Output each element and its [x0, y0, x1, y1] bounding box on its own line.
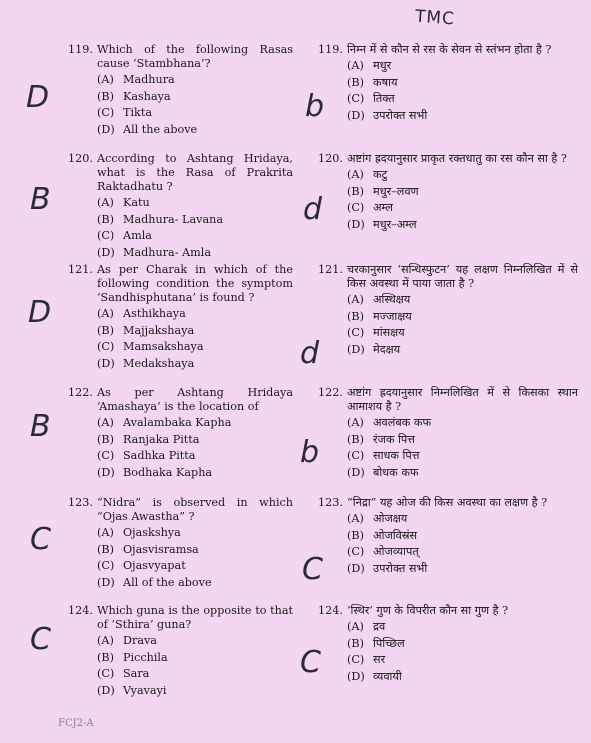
- option-label: (D): [97, 122, 115, 136]
- option-item: [97, 416, 293, 430]
- option-label: (A): [97, 526, 114, 540]
- option-item: [347, 545, 578, 559]
- option-text: अस्थिक्षय: [373, 293, 411, 307]
- option-text: तिक्त: [373, 92, 395, 106]
- option-text: Majjakshaya: [123, 323, 195, 337]
- option-label: (C): [97, 667, 115, 681]
- question-number: 119.: [68, 43, 93, 56]
- option-item: [347, 76, 578, 90]
- question-stem: [68, 386, 293, 414]
- question-stem: [68, 604, 293, 632]
- option-label: (C): [97, 106, 115, 120]
- handwritten-tag: TMC: [414, 6, 456, 30]
- question-text: चरकानुसार ‘सन्धिस्फुटन’ यह लक्षण निम्नलिखित में से किस अवस्था में पाया जाता है ?: [347, 263, 578, 290]
- handwritten-answer-mark: B: [30, 409, 51, 444]
- option-item: [347, 168, 578, 182]
- option-text: सर: [373, 653, 386, 667]
- option-label: (B): [347, 75, 364, 89]
- question-stem: [68, 263, 293, 305]
- option-label: (D): [347, 465, 365, 479]
- option-item: [347, 310, 578, 324]
- option-item: [97, 106, 293, 120]
- option-label: (A): [97, 307, 114, 321]
- question-number: 119.: [318, 43, 343, 56]
- option-label: (B): [347, 184, 364, 198]
- option-label: (A): [347, 416, 364, 430]
- option-text: व्यवायी: [373, 669, 402, 683]
- question-left-3: [68, 263, 293, 371]
- option-text: रंजक पित्त: [373, 432, 416, 446]
- option-text: Sadhka Pitta: [123, 449, 196, 463]
- option-label: (B): [347, 309, 364, 323]
- option-item: [97, 340, 293, 354]
- question-text: According to Ashtang Hridaya, what is the Rasa of Prakrita Raktadhatu ?: [97, 152, 293, 193]
- option-label: (D): [347, 669, 365, 683]
- option-text: Picchila: [123, 650, 168, 664]
- option-text: अवलंबक कफ: [373, 416, 432, 430]
- option-label: (D): [347, 561, 365, 575]
- option-text: साधक पित्त: [373, 449, 420, 463]
- option-label: (A): [97, 73, 114, 87]
- question-right-1: [318, 43, 578, 123]
- option-item: [97, 357, 293, 371]
- option-item: [97, 196, 293, 210]
- option-item: [347, 185, 578, 199]
- question-text: Which of the following Rasas cause ‘Stambhana’?: [97, 43, 293, 70]
- question-number: 122.: [318, 386, 343, 399]
- option-text: मांसक्षय: [373, 326, 405, 340]
- option-item: [97, 307, 293, 321]
- option-text: Avalambaka Kapha: [123, 416, 232, 430]
- question-right-2: [318, 152, 578, 232]
- option-text: Ojasvyapat: [123, 559, 186, 573]
- option-text: ओजविस्रंस: [373, 528, 418, 542]
- question-left-6: [68, 604, 293, 698]
- option-item: [97, 684, 293, 698]
- option-text: अम्ल: [373, 201, 393, 215]
- option-label: (B): [347, 528, 364, 542]
- question-number: 120.: [68, 152, 93, 165]
- question-stem: [318, 604, 578, 618]
- question-number: 124.: [318, 604, 343, 617]
- question-stem: [68, 43, 293, 71]
- option-text: Vyavayi: [123, 683, 167, 697]
- option-item: [97, 73, 293, 87]
- question-left-2: [68, 152, 293, 260]
- option-text: Mamsakshaya: [123, 340, 204, 354]
- option-label: (A): [347, 168, 364, 182]
- option-text: मधुर–लवण: [373, 184, 419, 198]
- question-right-4: [318, 386, 578, 480]
- option-label: (C): [97, 340, 115, 354]
- option-text: Madhura- Amla: [123, 245, 211, 259]
- option-item: [347, 201, 578, 215]
- question-right-3: [318, 263, 578, 357]
- question-text: As per Ashtang Hridaya ‘Amashaya’ is the location of: [97, 386, 293, 413]
- option-item: [347, 449, 578, 463]
- option-text: Tikta: [123, 106, 152, 120]
- option-item: [97, 634, 293, 648]
- option-label: (B): [347, 636, 364, 650]
- option-text: Ojasvisramsa: [123, 542, 199, 556]
- option-text: मधुर–अम्ल: [373, 217, 417, 231]
- question-text: “Nidra” is observed in which “Ojas Awastha” ?: [97, 496, 293, 523]
- option-text: द्रव: [373, 620, 386, 634]
- option-label: (A): [347, 620, 364, 634]
- option-item: [347, 620, 578, 634]
- option-label: (C): [347, 201, 365, 215]
- question-right-5: [318, 496, 578, 576]
- handwritten-answer-mark: C: [300, 645, 321, 680]
- option-text: कटु: [373, 168, 388, 182]
- option-text: कषाय: [373, 75, 398, 89]
- option-label: (A): [97, 196, 114, 210]
- option-item: [347, 529, 578, 543]
- question-left-5: [68, 496, 293, 590]
- option-item: [97, 213, 293, 227]
- question-stem: [318, 152, 578, 166]
- option-item: [347, 433, 578, 447]
- option-label: (C): [347, 653, 365, 667]
- question-stem: [68, 152, 293, 194]
- option-label: (A): [347, 512, 364, 526]
- option-label: (C): [97, 449, 115, 463]
- option-item: [347, 92, 578, 106]
- option-item: [97, 543, 293, 557]
- option-text: मधुर: [373, 59, 392, 73]
- option-item: [97, 123, 293, 137]
- option-item: [97, 324, 293, 338]
- option-label: (C): [347, 92, 365, 106]
- option-text: उपरोक्त सभी: [373, 108, 428, 122]
- option-label: (B): [347, 432, 364, 446]
- question-stem: [68, 496, 293, 524]
- option-text: Sara: [123, 667, 150, 681]
- option-label: (D): [347, 217, 365, 231]
- question-number: 121.: [68, 263, 93, 276]
- option-item: [97, 667, 293, 681]
- handwritten-answer-mark: b: [300, 435, 320, 470]
- option-item: [97, 651, 293, 665]
- option-item: [347, 637, 578, 651]
- option-label: (D): [347, 108, 365, 122]
- question-text: As per Charak in which of the following condition the symptom ‘Sandhisphutana’ is found ?: [97, 263, 293, 304]
- handwritten-answer-mark: d: [303, 192, 323, 227]
- option-text: Bodhaka Kapha: [123, 465, 213, 479]
- option-label: (B): [97, 212, 114, 226]
- option-label: (C): [97, 229, 115, 243]
- option-label: (D): [97, 465, 115, 479]
- option-item: [97, 449, 293, 463]
- option-label: (C): [347, 449, 365, 463]
- option-item: [347, 293, 578, 307]
- handwritten-answer-mark: D: [26, 80, 50, 115]
- option-text: पिच्छिल: [373, 636, 405, 650]
- handwritten-answer-mark: B: [30, 182, 51, 217]
- option-item: [347, 416, 578, 430]
- option-label: (B): [97, 89, 114, 103]
- option-label: (D): [347, 342, 365, 356]
- question-left-1: [68, 43, 293, 137]
- handwritten-answer-mark: C: [30, 622, 51, 657]
- option-item: [347, 670, 578, 684]
- option-item: [97, 246, 293, 260]
- option-item: [97, 526, 293, 540]
- question-stem: [318, 386, 578, 414]
- option-text: Madhura: [123, 73, 175, 87]
- question-right-6: [318, 604, 578, 684]
- option-text: बोधक कफ: [373, 465, 419, 479]
- option-label: (B): [97, 542, 114, 556]
- option-item: [347, 326, 578, 340]
- option-item: [347, 343, 578, 357]
- page-code: FCJ2-A: [58, 718, 94, 729]
- option-label: (C): [347, 326, 365, 340]
- option-item: [347, 59, 578, 73]
- question-number: 123.: [318, 496, 343, 509]
- handwritten-answer-mark: C: [302, 552, 323, 587]
- option-label: (A): [347, 59, 364, 73]
- option-item: [347, 466, 578, 480]
- option-item: [347, 562, 578, 576]
- question-text: ‘स्थिर’ गुण के विपरीत कौन सा गुण है ?: [347, 604, 509, 617]
- question-text: अष्टांग ह्रदयानुसार प्राकृत रक्तधातु का रस कौन सा है ?: [347, 152, 567, 165]
- question-text: निम्न में से कौन से रस के सेवन से स्तंभन होता है ?: [347, 43, 552, 56]
- question-text: अष्टांग ह्रदयानुसार निम्नलिखित में से किसका स्थान आमाशय है ?: [347, 386, 578, 413]
- option-item: [97, 90, 293, 104]
- option-label: (D): [97, 575, 115, 589]
- option-text: उपरोक्त सभी: [373, 561, 428, 575]
- option-text: Asthikhaya: [123, 307, 186, 321]
- option-item: [97, 433, 293, 447]
- question-stem: [318, 263, 578, 291]
- question-stem: [318, 43, 578, 57]
- option-label: (D): [97, 683, 115, 697]
- question-number: 120.: [318, 152, 343, 165]
- option-label: (C): [97, 559, 115, 573]
- question-stem: [318, 496, 578, 510]
- option-item: [347, 109, 578, 123]
- option-text: मेदक्षय: [373, 342, 401, 356]
- option-label: (A): [97, 416, 114, 430]
- option-item: [97, 576, 293, 590]
- option-text: All the above: [123, 122, 198, 136]
- option-label: (B): [97, 323, 114, 337]
- option-label: (A): [97, 634, 114, 648]
- option-text: Amla: [123, 229, 152, 243]
- option-text: ओजक्षय: [373, 512, 408, 526]
- option-item: [347, 512, 578, 526]
- question-number: 121.: [318, 263, 343, 276]
- option-text: Madhura- Lavana: [123, 212, 224, 226]
- option-label: (B): [97, 432, 114, 446]
- option-text: Medakshaya: [123, 356, 195, 370]
- option-item: [97, 559, 293, 573]
- question-left-4: [68, 386, 293, 480]
- option-text: All of the above: [123, 575, 212, 589]
- option-text: Drava: [123, 634, 157, 648]
- option-text: Kashaya: [123, 89, 171, 103]
- option-text: मज्जाक्षय: [373, 309, 412, 323]
- question-text: “निद्रा” यह ओज की किस अवस्था का लक्षण है ?: [347, 496, 548, 509]
- option-item: [347, 653, 578, 667]
- handwritten-answer-mark: b: [305, 89, 325, 124]
- option-label: (B): [97, 650, 114, 664]
- option-item: [97, 229, 293, 243]
- option-text: Ojaskshya: [123, 526, 181, 540]
- question-number: 123.: [68, 496, 93, 509]
- question-number: 122.: [68, 386, 93, 399]
- option-label: (D): [97, 245, 115, 259]
- question-text: Which guna is the opposite to that of ‘Sthira’ guna?: [97, 604, 293, 631]
- handwritten-answer-mark: d: [300, 336, 320, 371]
- option-text: ओजव्यापत्: [373, 545, 419, 559]
- option-label: (D): [97, 356, 115, 370]
- option-label: (C): [347, 545, 365, 559]
- option-item: [347, 218, 578, 232]
- option-text: Ranjaka Pitta: [123, 432, 200, 446]
- option-text: Katu: [123, 196, 150, 210]
- option-item: [97, 466, 293, 480]
- handwritten-answer-mark: D: [28, 295, 52, 330]
- handwritten-answer-mark: C: [30, 522, 51, 557]
- question-number: 124.: [68, 604, 93, 617]
- option-label: (A): [347, 293, 364, 307]
